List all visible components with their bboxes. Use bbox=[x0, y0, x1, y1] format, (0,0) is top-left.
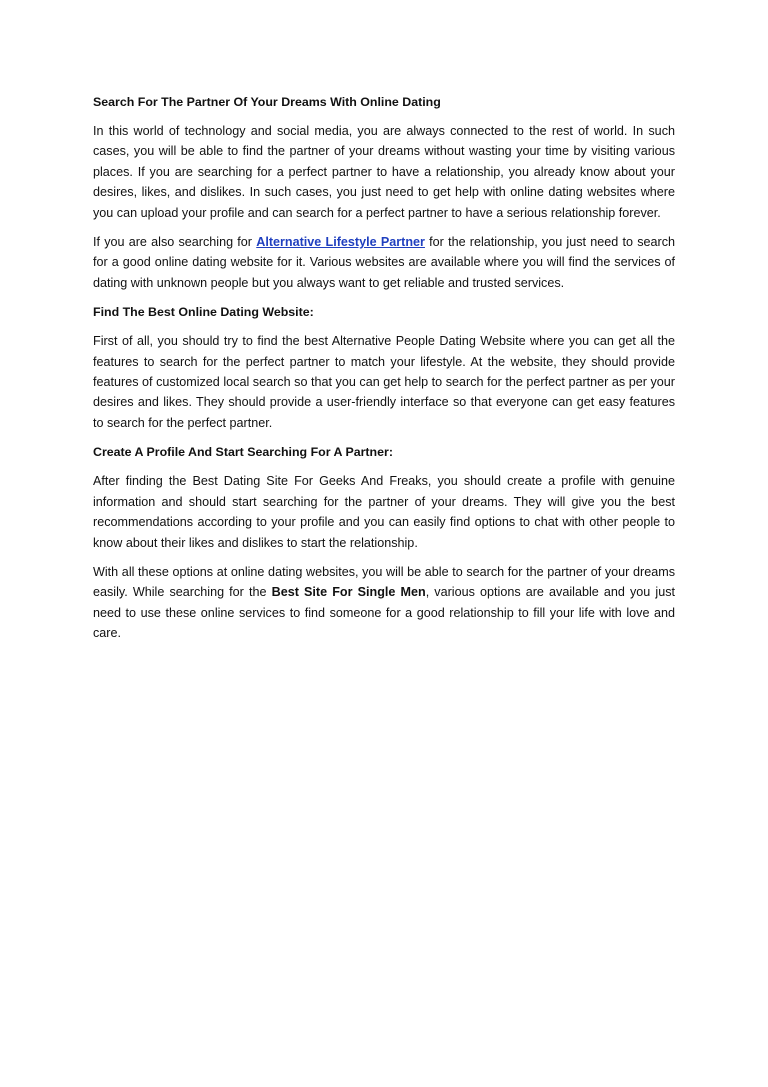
paragraph-create-profile: After finding the Best Dating Site For Geeks And Freaks, you should create a profile with genuine information and should start searching for the partner of your dreams. They will give you the best recommendations according to your profile and you can easily find options to chat with other people to know about their likes and dislikes to start the relationship. bbox=[93, 474, 675, 550]
paragraph-find-website: First of all, you should try to find the best Alternative People Dating Website where you can get all the features to search for the perfect partner to match your lifestyle. At the website, they should provide features of customized local search so that you can get help to search for the perfect partner as per your desires and likes. They should provide a user-friendly interface so that everyone can get easy features to search for the perfect partner. bbox=[93, 334, 675, 430]
document-page bbox=[93, 92, 675, 653]
paragraph-text: , various options are available and you just need to use these online services to find someone for a good relationship to fill your life with love and care. bbox=[93, 585, 675, 641]
paragraph-text: If you are also searching for bbox=[93, 235, 257, 250]
section-heading-find-website: Find The Best Online Dating Website: bbox=[93, 305, 314, 320]
paragraph-alternative-lifestyle bbox=[93, 232, 675, 293]
document-title: Search For The Partner Of Your Dreams With Online Dating bbox=[93, 95, 441, 109]
paragraph-text: With all these options at online dating websites, you will be able to search for the partner of your dreams easily. While searching for the bbox=[93, 564, 675, 600]
alternative-lifestyle-partner-link[interactable]: Alternative Lifestyle Partner bbox=[256, 235, 425, 250]
paragraph-text: for the relationship, you just need to search for a good online dating website for it. Various websites are available where you will find the services of dating with unknown people but you always want to get reliable and trusted services. bbox=[93, 235, 676, 290]
paragraph-conclusion bbox=[93, 562, 675, 644]
best-site-single-men-text: Best Site For Single Men bbox=[271, 585, 426, 600]
section-heading-create-profile: Create A Profile And Start Searching For A Partner: bbox=[93, 445, 393, 460]
paragraph-intro: In this world of technology and social media, you are always connected to the rest of world. In such cases, you will be able to find the partner of your dreams without wasting your time by visiting various places. If you are searching for a perfect partner to have a relationship, you already know about your desires, likes, and dislikes. In such cases, you just need to get help with online dating websites where you can upload your profile and can search for a perfect partner to have a serious relationship forever. bbox=[93, 124, 675, 220]
